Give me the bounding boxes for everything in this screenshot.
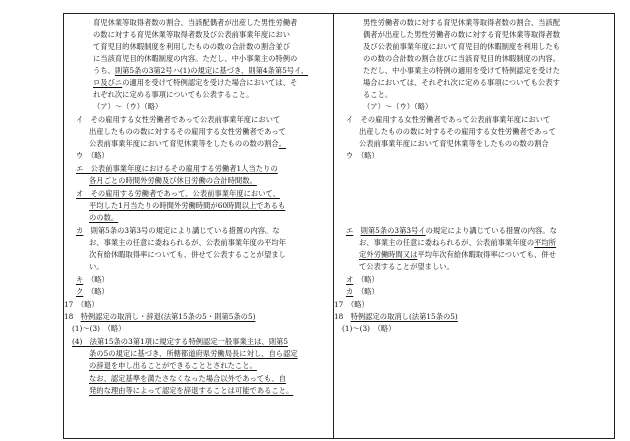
underlined-text: 平均した1月当たりの時間外労働時間が60時間以上であるも: [89, 201, 286, 210]
left-text-line: [89, 262, 104, 271]
underlined-text: ロ及びニ: [93, 78, 123, 87]
right-text-line: [359, 262, 454, 271]
text: 17 （略）: [64, 300, 99, 309]
text: 公表前事業年度において育児休業等をしたものの数の割合: [359, 139, 549, 148]
right-text-line: [346, 151, 379, 160]
right-text-line: [346, 275, 379, 284]
underlined-text: ク: [76, 287, 84, 296]
left-text-line: [89, 250, 286, 259]
underlined-text: の辞退を申し出ることができることとされたこと。: [89, 361, 257, 370]
text: の規定により講じている措置の内容。な: [425, 226, 557, 235]
left-text-line: [89, 361, 257, 370]
right-text-line: [363, 90, 392, 99]
right-text-line: [359, 250, 556, 259]
text: て育児目的休暇制度を利用したものの数の合計数の割合並び: [93, 42, 291, 51]
text: ウ （略）: [76, 151, 109, 160]
text: （略）: [83, 287, 109, 296]
underlined-text: カ: [346, 287, 354, 296]
right-text-line: [363, 66, 560, 75]
text: （ア）～（ウ）（略）: [363, 102, 433, 111]
left-text-line: [76, 115, 280, 124]
left-text-line: [93, 42, 290, 51]
text: うち、: [93, 66, 115, 75]
text: 出産したものの数に対するその雇用する女性労働者であって: [359, 127, 556, 136]
text: （略）: [83, 275, 109, 284]
right-text-line: [346, 226, 557, 235]
left-text-line: [64, 300, 99, 309]
left-text-line: [89, 127, 286, 136]
text: 育児休業等取得者数の割合、当該配偶者が出産した男性労働者: [93, 18, 298, 27]
right-text-line: [363, 78, 560, 87]
text: （略）: [353, 287, 379, 296]
text: 平均年次有給休暇取得率についても、併せ: [417, 250, 556, 259]
text: (1)～(3) （略）: [342, 324, 396, 333]
text: い。: [89, 262, 104, 271]
text: イ その雇用する女性労働者であって公表前事業年度において: [76, 115, 281, 124]
right-text-line: [346, 115, 550, 124]
text: に当該育児目的休暇制度の内容。ただし、中小事業主の特例の: [93, 54, 298, 63]
left-text-line: [93, 30, 290, 39]
text: 及び公表前事業年度において育児目的休暇制度を利用したも: [363, 42, 561, 51]
left-text-line: [93, 54, 297, 63]
left-text-line: [89, 139, 286, 148]
text: 公表前事業年度において育児休業等をしたものの数の割合: [89, 139, 279, 148]
text: ウ （略）: [346, 151, 379, 160]
text: お、事業主の任意に委ねられるが、公表前事業年度の平均年: [89, 238, 287, 247]
text: (1)～(3) （略）: [72, 324, 126, 333]
text: 場合においては、それぞれ次に定める事項についても公表す: [363, 78, 560, 87]
left-text-line: [89, 201, 285, 210]
underlined-text: 則第5条の3第3号イ: [360, 226, 426, 235]
left-text-line: [93, 90, 253, 99]
revised-text-column: [64, 14, 333, 438]
left-text-line: [76, 164, 278, 173]
underlined-text: エ: [346, 226, 354, 235]
right-text-line: [342, 324, 396, 333]
left-text-line: [89, 213, 118, 222]
text: （ア）～（ウ）（略）: [93, 102, 163, 111]
right-text-line: [363, 102, 432, 111]
text: イ その雇用する女性労働者であって公表前事業年度において: [346, 115, 551, 124]
right-text-line: [363, 54, 560, 63]
text: （略）: [353, 275, 379, 284]
underlined-text: 特例認定の取消し(法第15条の5): [350, 312, 458, 321]
current-text-column: [334, 14, 616, 438]
left-text-line: [76, 151, 109, 160]
underlined-text: キ: [76, 275, 84, 284]
text: 出産したものの数に対するその雇用する女性労働者であって: [89, 127, 286, 136]
right-text-line: [334, 300, 369, 309]
left-text-line: [89, 176, 257, 185]
text: お、事業主の任意に委ねられるが、公表前事業年度の: [359, 238, 535, 247]
left-text-line: [93, 78, 297, 87]
underlined-text: 。: [278, 139, 287, 148]
left-text-line: [72, 337, 288, 346]
right-text-line: [346, 287, 379, 296]
text: 男性労働者の数に対する育児休業等取得者数の割合、当該配: [363, 18, 561, 27]
comparison-table: [63, 13, 615, 439]
left-text-line: [76, 287, 109, 296]
right-text-line: [363, 18, 560, 27]
right-text-line: [363, 30, 560, 39]
text: [353, 226, 360, 235]
text: ること。: [363, 90, 393, 99]
text: 次有給休暇取得率についても、併せて公表することが望まし: [89, 250, 286, 259]
underlined-text: エ 公表前事業年度におけるその雇用する労働者1人当たりの: [76, 164, 278, 173]
right-text-line: [334, 312, 458, 321]
left-text-line: [93, 66, 308, 75]
right-text-line: [359, 238, 556, 247]
underlined-text: 条の5の規定に基づき、所轄都道府県労働局長に対し、自ら認定: [89, 349, 298, 358]
right-text-line: [363, 42, 560, 51]
text: 則第5条の3第3号の規定により講じている措置の内容。な: [83, 226, 280, 235]
left-text-line: [89, 386, 293, 395]
left-text-line: [76, 275, 109, 284]
text: 偶者が出産した男性労働者の数に対する育児休業等取得者数: [363, 30, 561, 39]
underlined-text: オ: [346, 275, 354, 284]
left-text-line: [64, 312, 255, 321]
underlined-text: カ: [76, 226, 84, 235]
text: 18: [64, 312, 81, 321]
text: て公表することが望ましい。: [359, 262, 454, 271]
underlined-text: 定外労働時間又は: [359, 250, 418, 259]
text: 18: [334, 312, 351, 321]
left-text-line: [93, 18, 297, 27]
underlined-text: のの数。: [89, 213, 119, 222]
left-text-line: [76, 226, 280, 235]
text: の適用を受けて特例認定を受けた場合においては、そ: [122, 78, 298, 87]
left-text-line: [93, 102, 162, 111]
left-text-line: [76, 189, 280, 198]
text: 17 （略）: [334, 300, 369, 309]
text: れぞれ次に定める事項についても公表すること。: [93, 90, 254, 99]
left-text-line: [89, 349, 298, 358]
text: のの数の合計数の割合並びに当該育児目的休暇制度の内容。: [363, 54, 561, 63]
underlined-text: (4) 法第15条の3第1項に規定する特例認定一般事業主は、則第5: [72, 337, 288, 346]
underlined-text: 平均所: [534, 238, 557, 247]
left-text-line: [89, 374, 286, 383]
underlined-text: 発的な理由等によって認定を辞退することは可能であること。: [89, 386, 294, 395]
right-text-line: [359, 139, 549, 148]
underlined-text: 各月ごとの時間外労働及び休日労働の合計時間数。: [89, 176, 257, 185]
underlined-text: 特例認定の取消し・辞退(法第15条の5・則第5条の5): [80, 312, 256, 321]
text: の数に対する育児休業等取得者数及び公表前事業年度におい: [93, 30, 291, 39]
underlined-text: 則第5条の3第2号ハ(1)の規定に基づき、則第4条第5号イ、: [114, 66, 309, 75]
left-text-line: [72, 324, 126, 333]
underlined-text: オ その雇用する労働者であって、公表前事業年度において、: [76, 189, 280, 198]
left-text-line: [89, 238, 286, 247]
underlined-text: なお、認定基準を満たさなくなった場合以外であっても、自: [89, 374, 286, 383]
text: ただし、中小事業主の特例の適用を受けて特例認定を受けた: [363, 66, 561, 75]
right-text-line: [359, 127, 556, 136]
